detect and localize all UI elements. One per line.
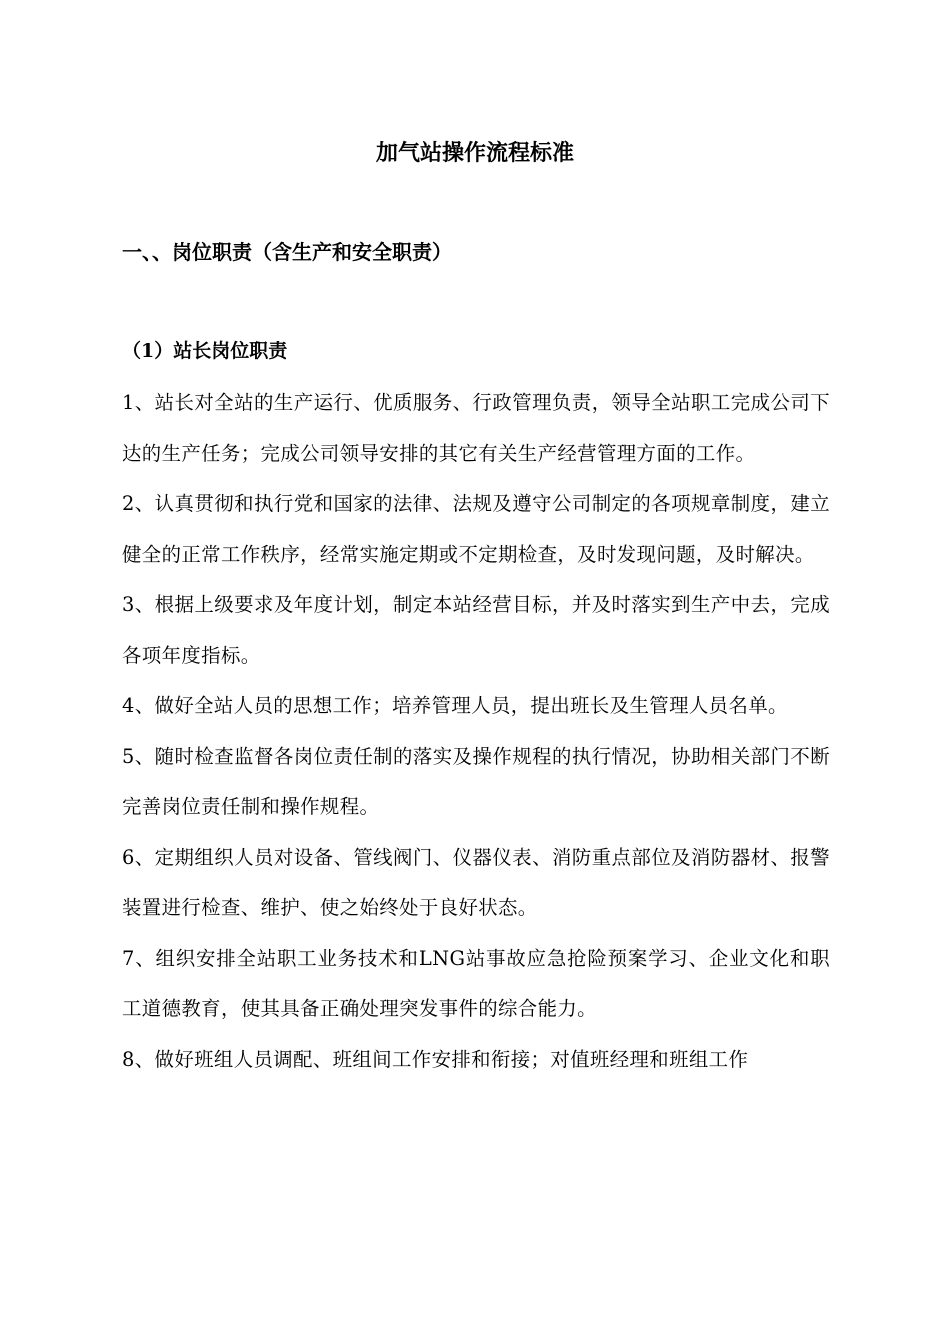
duty-item: 7、组织安排全站职工业务技术和LNG站事故应急抢险预案学习、企业文化和职工道德教育，使其具备正确处理突发事件的综合能力。: [122, 946, 830, 1020]
subsection-heading: （1）站长岗位职责: [122, 340, 288, 362]
duty-item: 5、随时检查监督各岗位责任制的落实及操作规程的执行情况，协助相关部门不断完善岗位责任制和操作规程。: [122, 744, 830, 818]
duty-item: 6、定期组织人员对设备、管线阀门、仪器仪表、消防重点部位及消防器材、报警装置进行检查、维护、使之始终处于良好状态。: [122, 845, 830, 919]
section-heading: 一、、岗位职责（含生产和安全职责）: [122, 240, 452, 264]
duty-item: 3、根据上级要求及年度计划，制定本站经营目标，并及时落实到生产中去，完成各项年度指标。: [122, 593, 830, 667]
duty-list: [122, 378, 830, 1085]
document-title: 加气站操作流程标准: [375, 140, 574, 166]
duty-item: 2、认真贯彻和执行党和国家的法律、法规及遵守公司制定的各项规章制度，建立健全的正常工作秩序，经常实施定期或不定期检查，及时发现问题，及时解决。: [122, 492, 830, 566]
duty-item: 4、做好全站人员的思想工作；培养管理人员，提出班长及生管理人员名单。: [122, 694, 788, 717]
duty-item: 8、做好班组人员调配、班组间工作安排和衔接；对值班经理和班组工作: [122, 1047, 749, 1071]
duty-item: 1、站长对全站的生产运行、优质服务、行政管理负责，领导全站职工完成公司下达的生产任务；完成公司领导安排的其它有关生产经营管理方面的工作。: [122, 391, 830, 465]
